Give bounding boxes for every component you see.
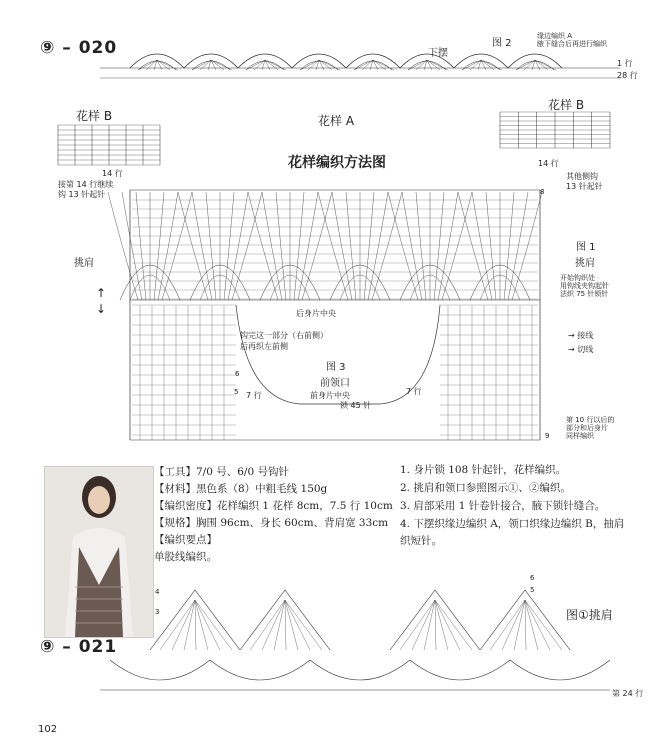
right-note: 其他侧钩 13 针起针 bbox=[566, 172, 603, 191]
pickup-shoulder-right: 挑肩 bbox=[575, 258, 595, 269]
row24-label: 第 24 行 bbox=[612, 689, 644, 698]
row1-label: 1 行 bbox=[617, 59, 633, 68]
back-center-label: 后身片中央 bbox=[296, 309, 336, 318]
step-4: 4. 下摆织缘边编织 A，领口织缘边编织 B，抽肩织短针。 bbox=[400, 518, 625, 547]
gauge-line: 【编织密度】花样编织 1 花样 8cm，7.5 行 10cm bbox=[154, 500, 393, 512]
pattern-a-label: 花样 A bbox=[318, 114, 355, 128]
hem-label: 下摆 bbox=[428, 48, 448, 59]
pattern-b-right-label: 花样 B bbox=[548, 98, 585, 112]
legend-join: → 接线 bbox=[568, 331, 594, 340]
single-strand-line: 单股线编织。 bbox=[154, 551, 217, 563]
arrow-down-icon: ↓ bbox=[96, 302, 107, 316]
edge-note: 缘边编织 A 腋下缝合后再进行编织 bbox=[537, 32, 607, 48]
step-3: 3. 肩部采用 1 针卷针接合，腋下锁针缝合。 bbox=[400, 500, 606, 512]
row-num: 6 bbox=[235, 370, 240, 378]
material-line: 【材料】黑色系（8）中粗毛线 150g bbox=[154, 483, 328, 495]
points-heading: 【编织要点】 bbox=[154, 534, 217, 546]
step-2: 2. 挑肩和领口参照图示①、②编织。 bbox=[400, 482, 571, 494]
pattern-b-left-label: 花样 B bbox=[76, 109, 113, 123]
row28-label: 28 行 bbox=[617, 71, 638, 80]
pickup-shoulder-left: 挑肩 bbox=[74, 258, 94, 269]
model-photo bbox=[44, 466, 154, 638]
tools-line: 【工具】7/0 号、6/0 号钩针 bbox=[154, 466, 289, 478]
pattern-code-020: ⑨ – 020 bbox=[40, 38, 118, 58]
pattern-code-021: ⑨ – 021 bbox=[40, 637, 118, 657]
page-number: 102 bbox=[38, 724, 58, 735]
row7-left: 7 行 bbox=[246, 391, 262, 400]
fig-shoulder-label: 图①挑肩 bbox=[566, 608, 613, 622]
step-1: 1. 身片锁 108 针起针，花样编织。 bbox=[400, 464, 567, 476]
fig1-label: 图 1 bbox=[576, 242, 596, 253]
row-num: 9 bbox=[545, 432, 550, 440]
rows14-left: 14 行 bbox=[102, 169, 123, 178]
row-num: 8 bbox=[540, 188, 545, 196]
diagram-title: 花样编织方法图 bbox=[288, 155, 386, 171]
left-note: 接第 14 行继续 钩 13 针起针 bbox=[58, 180, 114, 199]
row-num: 5 bbox=[530, 586, 535, 594]
rows14-right: 14 行 bbox=[538, 159, 559, 168]
size-line: 【规格】胸围 96cm、身长 60cm、背肩宽 33cm bbox=[154, 517, 389, 529]
chain-note: 开始钩织处 用钩线夹钩起针 法织 75 针锁针 bbox=[560, 274, 609, 298]
row-num: 6 bbox=[530, 574, 535, 582]
legend-cut: → 切线 bbox=[568, 345, 594, 354]
arrow-up-icon: ↑ bbox=[96, 286, 107, 300]
row-num: 4 bbox=[155, 588, 160, 596]
row-num: 3 bbox=[155, 608, 160, 616]
chain45-label: 锁 45 针 bbox=[340, 401, 372, 410]
front-neck-label: 前领口 bbox=[320, 378, 350, 389]
row-num: 5 bbox=[234, 388, 239, 396]
row10-note: 第 10 行以后的 部分和后身片 同样编织 bbox=[566, 416, 615, 440]
fig3-label: 图 3 bbox=[326, 362, 346, 373]
fig2-label: 图 2 bbox=[492, 38, 512, 49]
continue-note: 钩完这一部分（右前侧） 后再织左前侧 bbox=[240, 331, 328, 351]
row7-right: 7 行 bbox=[406, 387, 422, 396]
front-center-label: 前身片中央 bbox=[310, 391, 350, 400]
